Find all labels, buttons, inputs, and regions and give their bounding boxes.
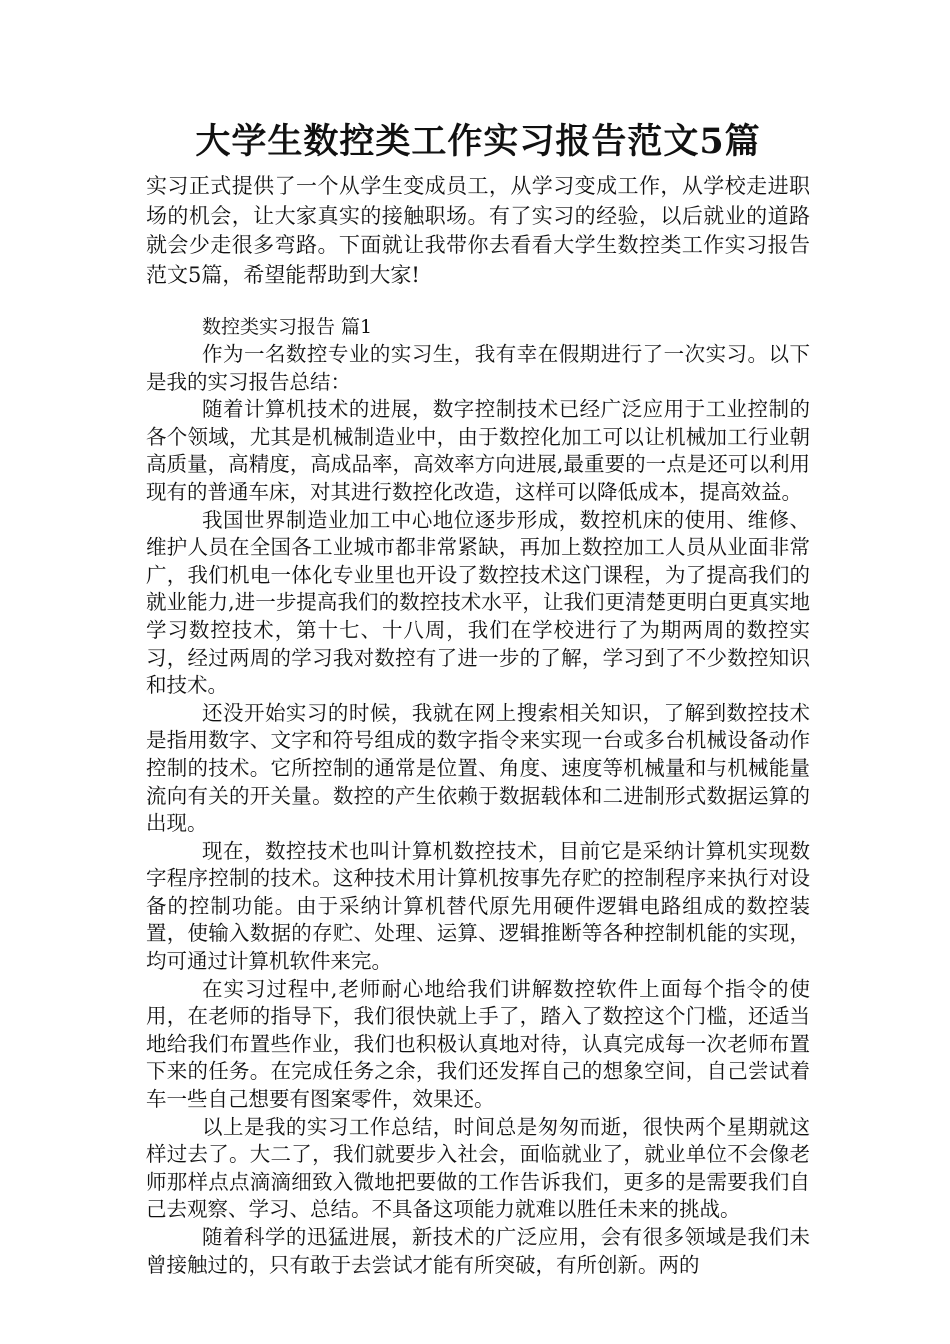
body-paragraph: 随着科学的迅猛进展，新技术的广泛应用，会有很多领域是我们未曾接触过的，只有敢于去尝试才能有所突破，有所创新。两的 bbox=[146, 1225, 810, 1277]
body-paragraph: 我国世界制造业加工中心地位逐步形成，数控机床的使用、维修、维护人员在全国各工业城市都非常紧缺，再加上数控加工人员从业面非常广，我们机电一体化专业里也开设了数控技术这门课程，为了提高我们的就业能力,进一步提高我们的数控技术水平，让我们更清楚更明白更真实地学习数控技术，第十七、十八周，我们在学校进行了为期两周的数控实习，经过两周的学习我对数控有了进一步的了解，学习到了不少数控知识和技术。 bbox=[146, 507, 810, 698]
body-paragraph: 作为一名数控专业的实习生，我有幸在假期进行了一次实习。以下是我的实习报告总结： bbox=[146, 342, 810, 394]
body-paragraph: 以上是我的实习工作总结，时间总是匆匆而逝，很快两个星期就这样过去了。大二了，我们就要步入社会，面临就业了，就业单位不会像老师那样点点滴滴细致入微地把要做的工作告诉我们，更多的是需要我们自己去观察、学习、总结。不具备这项能力就难以胜任未来的挑战。 bbox=[146, 1114, 810, 1222]
document-page bbox=[146, 120, 810, 1279]
body-paragraph: 随着计算机技术的进展，数字控制技术已经广泛应用于工业控制的各个领域，尤其是机械制造业中，由于数控化加工可以让机械加工行业朝高质量，高精度，高成品率，高效率方向进展,最重要的一点是还可以利用现有的普通车床，对其进行数控化改造，这样可以降低成本，提高效益。 bbox=[146, 397, 810, 504]
document-title: 大学生数控类工作实习报告范文5篇 bbox=[195, 121, 761, 162]
intro-paragraph: 实习正式提供了一个从学生变成员工，从学习变成工作，从学校走进职场的机会，让大家真实的接触职场。有了实习的经验，以后就业的道路就会少走很多弯路。下面就让我带你去看看大学生数控类工作实习报告范文5篇，希望能帮助到大家! bbox=[146, 174, 810, 287]
body-paragraph: 还没开始实习的时候，我就在网上搜索相关知识，了解到数控技术是指用数字、文字和符号组成的数字指令来实现一台或多台机械设备动作控制的技术。它所控制的通常是位置、角度、速度等机械量和与机械能量流向有关的开关量。数控的产生依赖于数据载体和二进制形式数据运算的出现。 bbox=[146, 700, 810, 836]
section-heading: 数控类实习报告 篇1 bbox=[202, 316, 373, 338]
body-paragraph: 在实习过程中,老师耐心地给我们讲解数控软件上面每个指令的使用，在老师的指导下，我们很快就上手了，踏入了数控这个门槛，还适当地给我们布置些作业，我们也积极认真地对待，认真完成每一次老师布置下来的任务。在完成任务之余，我们还发挥自己的想象空间，自己尝试着车一些自己想要有图案零件，效果还。 bbox=[146, 976, 810, 1112]
body-paragraph: 现在，数控技术也叫计算机数控技术，目前它是采纳计算机实现数字程序控制的技术。这种技术用计算机按事先存贮的控制程序来执行对设备的控制功能。由于采纳计算机替代原先用硬件逻辑电路组成的数控装置，使输入数据的存贮、处理、运算、逻辑推断等各种控制机能的实现，均可通过计算机软件来完。 bbox=[146, 838, 810, 974]
